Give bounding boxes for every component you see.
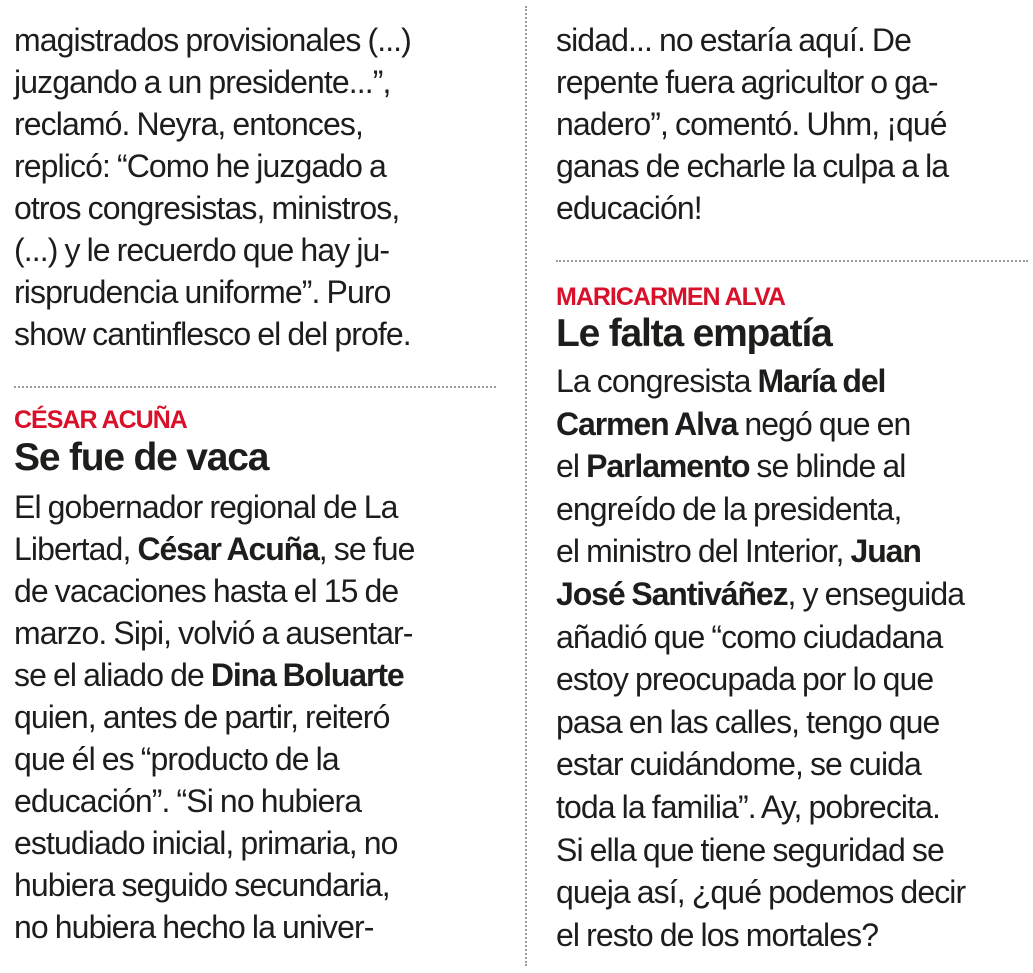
text-run: , se fue (318, 531, 415, 567)
text-run: el (556, 448, 587, 485)
body-line (556, 746, 921, 786)
text-run: marzo. Sipi, volvió a ausentar- (14, 615, 413, 651)
section-divider (14, 386, 496, 388)
body-line (14, 909, 374, 949)
text-run: toda la familia”. Ay, pobrecita. (556, 789, 941, 825)
text-line: (...) y le recuerdo que hay ju- (14, 232, 390, 268)
body-line (556, 874, 965, 914)
body-line (556, 448, 906, 488)
text-run: engreído de la presidenta, (556, 490, 902, 527)
section-headline: Le falta empatía (556, 312, 832, 355)
section-kicker: CÉSAR ACUÑA (14, 406, 187, 434)
text-run: de vacaciones hasta el 15 de (14, 573, 399, 609)
body-line (14, 573, 398, 613)
text-run: hubiera seguido secundaria, (14, 867, 390, 903)
text-run: El gobernador regional de La (14, 489, 398, 525)
text-run: el ministro del Interior, (556, 533, 851, 570)
text-run: estudiado inicial, primaria, no (14, 825, 398, 861)
body-line (14, 825, 398, 865)
body-line (556, 661, 933, 701)
body-line (556, 619, 942, 659)
text-run: negó que en (737, 405, 911, 442)
text-run: el resto de los mortales? (556, 916, 879, 953)
body-line (556, 363, 885, 403)
text-line: repente fuera agricultor o ga- (556, 64, 938, 100)
body-line (556, 917, 878, 957)
section-divider (556, 260, 1028, 262)
body-line (14, 867, 390, 907)
text-line: risprudencia uniforme”. Puro (14, 274, 391, 310)
text-line: replicó: “Como he juzgado a (14, 148, 386, 184)
bold-name-run: Carmen Alva (556, 405, 738, 442)
bold-name-run: Dina Boluarte (210, 657, 404, 693)
text-run: , y enseguida (787, 576, 965, 612)
body-line (14, 783, 361, 823)
bold-name-run: José Santiváñez (556, 576, 788, 612)
text-run: añadió que “como ciudadana (556, 618, 943, 655)
text-line: nadero”, comentó. Uhm, ¡qué (556, 106, 947, 142)
text-run: estar cuidándome, se cuida (556, 746, 921, 783)
section-kicker: MARICARMEN ALVA (556, 283, 785, 311)
body-line (556, 491, 901, 531)
text-run: La congresista (556, 363, 758, 399)
body-line (14, 615, 413, 655)
body-line (556, 406, 910, 446)
text-line: reclamó. Neyra, entonces, (14, 106, 364, 142)
body-line (14, 699, 389, 739)
text-run: queja así, ¿qué podemos decir (556, 874, 966, 911)
text-run: quien, antes de partir, reiteró (14, 699, 390, 735)
bold-name-run: César Acuña (137, 531, 319, 567)
body-line (14, 657, 404, 697)
text-run: Libertad, (14, 531, 138, 567)
text-run: estoy preocupada por lo que (556, 661, 934, 698)
text-line: show cantinflesco el del profe. (14, 316, 411, 352)
text-line: sidad... no estaría aquí. De (556, 22, 912, 58)
text-line: educación! (556, 190, 702, 226)
text-line: otros congresistas, ministros, (14, 190, 400, 226)
text-run: Si ella que tiene seguridad se (556, 831, 944, 868)
text-line: magistrados provisionales (...) (14, 22, 411, 58)
column-divider (525, 6, 527, 966)
body-line (556, 576, 964, 616)
bold-name-run: Juan (850, 533, 921, 570)
text-run: no hubiera hecho la univer- (14, 909, 374, 945)
text-run: se blinde al (749, 448, 906, 485)
body-line (14, 489, 398, 529)
body-line (14, 531, 415, 571)
text-run: educación”. “Si no hubiera (14, 783, 362, 819)
body-line (556, 832, 944, 872)
text-run: pasa en las calles, tengo que (556, 703, 940, 740)
body-line (556, 533, 921, 573)
text-line: ganas de echarle la culpa a la (556, 148, 949, 184)
text-line: juzgando a un presidente...”, (14, 64, 391, 100)
body-line (14, 741, 339, 781)
body-line (556, 704, 939, 744)
text-run: se el aliado de (14, 657, 211, 693)
text-run: que él es “producto de la (14, 741, 339, 777)
section-headline: Se fue de vaca (14, 436, 269, 479)
body-line (556, 789, 940, 829)
bold-name-run: Parlamento (586, 448, 750, 485)
bold-name-run: María del (757, 363, 886, 399)
